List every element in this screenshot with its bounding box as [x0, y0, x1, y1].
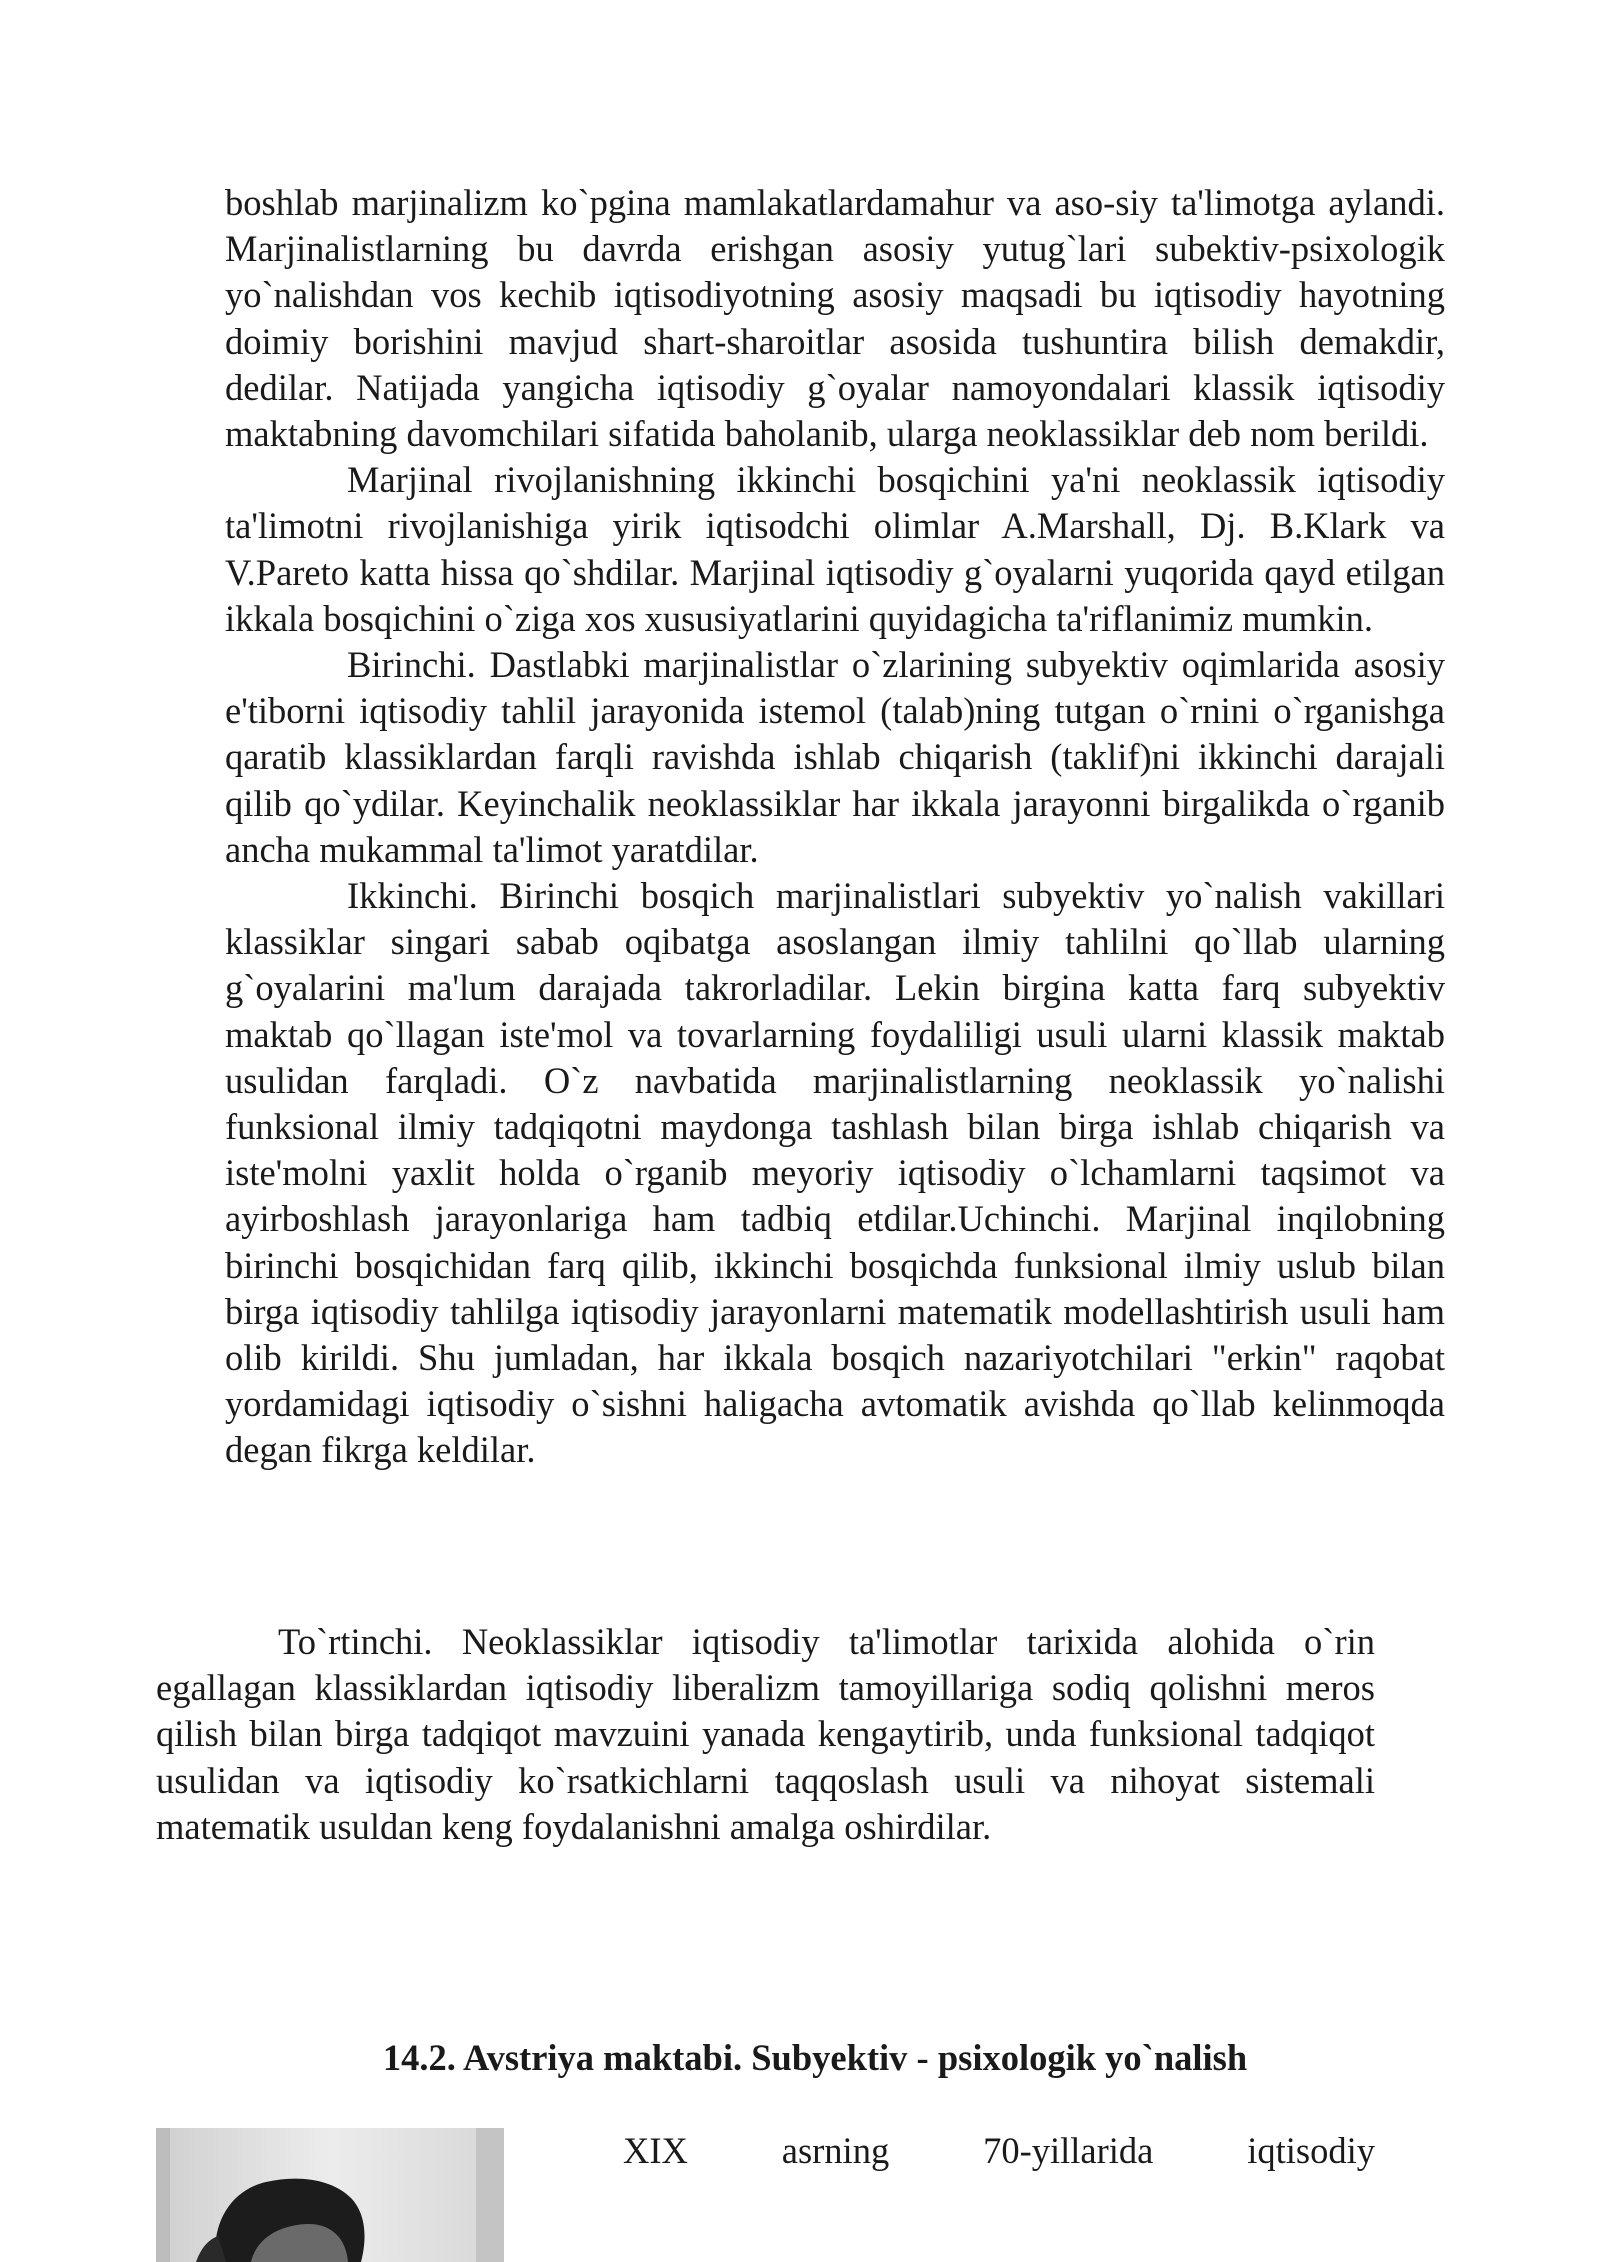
paragraph-continuation: boshlab marjinalizm ko`pgina mamlakatlardamahur va aso-siy ta'limotga aylandi. Marjinalistlarning bu davrda erishgan asosiy yutug`lari subektiv-psixologik yo`nalishdan vos kechib iqtisodiyotning asosiy maqsadi bu iqtisodiy hayotning doimiy borishini mavjud shart-sharoitlar asosida tushuntira bilish demakdir, dedilar. Natijada yangicha iqtisodiy g`oyalar namoyondalari klassik iqtisodiy maktabning davomchilari sifatida baholanib, ularga neoklassiklar deb nom berildi.: [225, 182, 1445, 455]
portrait-photo: [156, 2128, 504, 2262]
text-block-main: [225, 180, 1445, 1474]
section-heading: 14.2. Avstriya maktabi. Subyektiv - psixologik yo`nalish: [382, 2037, 1248, 2078]
paragraph-second-stage: Marjinal rivojlanishning ikkinchi bosqichini ya'ni neoklassik iqtisodiy ta'limotni rivojlanishiga yirik iqtisodchi olimlar A.Marshall, Dj. B.Klark va V.Pareto katta hissa qo`shdilar. Marjinal iqtisodiy g`oyalarni yuqorida qayd etilgan ikkala bosqichini o`ziga xos xususiyatlarini quyidagicha ta'riflanimiz mumkin.: [225, 459, 1445, 639]
paragraph-second-third-point: Ikkinchi. Birinchi bosqich marjinalistlari subyektiv yo`nalish vakillari klassiklar singari sabab oqibatga asoslangan ilmiy tahlilni qo`llab ularning g`oyalarini ma'lum darajada takrorladilar. Lekin birgina katta farq subyektiv maktab qo`llagan iste'mol va tovarlarning foydaliligi usuli ularni klassik maktab usulidan farqladi. O`z navbatida marjinalistlarning neoklassik yo`nalishi funksional ilmiy tadqiqotni maydonga tashlash bilan birga ishlab chiqarish va iste'molni yaxlit holda o`rganib meyoriy iqtisodiy o`lchamlarni taqsimot va ayirboshlash jarayonlariga ham tadbiq etdilar.Uchinchi. Marjinal inqilobning birinchi bosqichidan farq qilib, ikkinchi bosqichda funksional ilmiy uslub bilan birga iqtisodiy tahlilga iqtisodiy jarayonlarni matematik modellashtirish usuli ham olib kirildi. Shu jumladan, har ikkala bosqich nazariyotchilari "erkin" raqobat yordamidagi iqtisodiy o`sishni haligacha avtomatik avishda qo`llab kelinmoqda degan fikrga keldilar.: [225, 875, 1445, 1471]
section-intro-line: XIX asrning 70-yillarida iqtisodiy: [623, 2130, 1375, 2171]
paragraph-fourth-point: To`rtinchi. Neoklassiklar iqtisodiy ta'limotlar tarixida alohida o`rin egallagan klassiklardan iqtisodiy liberalizm tamoyillariga sodiq qolishni meros qilish bilan birga tadqiqot mavzuini yanada kengaytirib, unda funksional tadqiqot usulidan va iqtisodiy ko`rsatkichlarni taqqoslash usuli va nihoyat sistemali matematik usuldan keng foydalanishni amalga oshirdilar.: [156, 1621, 1375, 1847]
text-block-fourth: [156, 1619, 1375, 1850]
paragraph-first-point: Birinchi. Dastlabki marjinalistlar o`zlarining subyektiv oqimlarida asosiy e'tiborni iqtisodiy tahlil jarayonida istemol (talab)ning tutgan o`rnini o`rganishga qaratib klassiklardan farqli ravishda ishlab chiqarish (taklif)ni ikkinchi darajali qilib qo`ydilar. Keyinchalik neoklassiklar har ikkala jarayonni birgalikda o`rganib ancha mukammal ta'limot yaratdilar.: [225, 644, 1445, 870]
